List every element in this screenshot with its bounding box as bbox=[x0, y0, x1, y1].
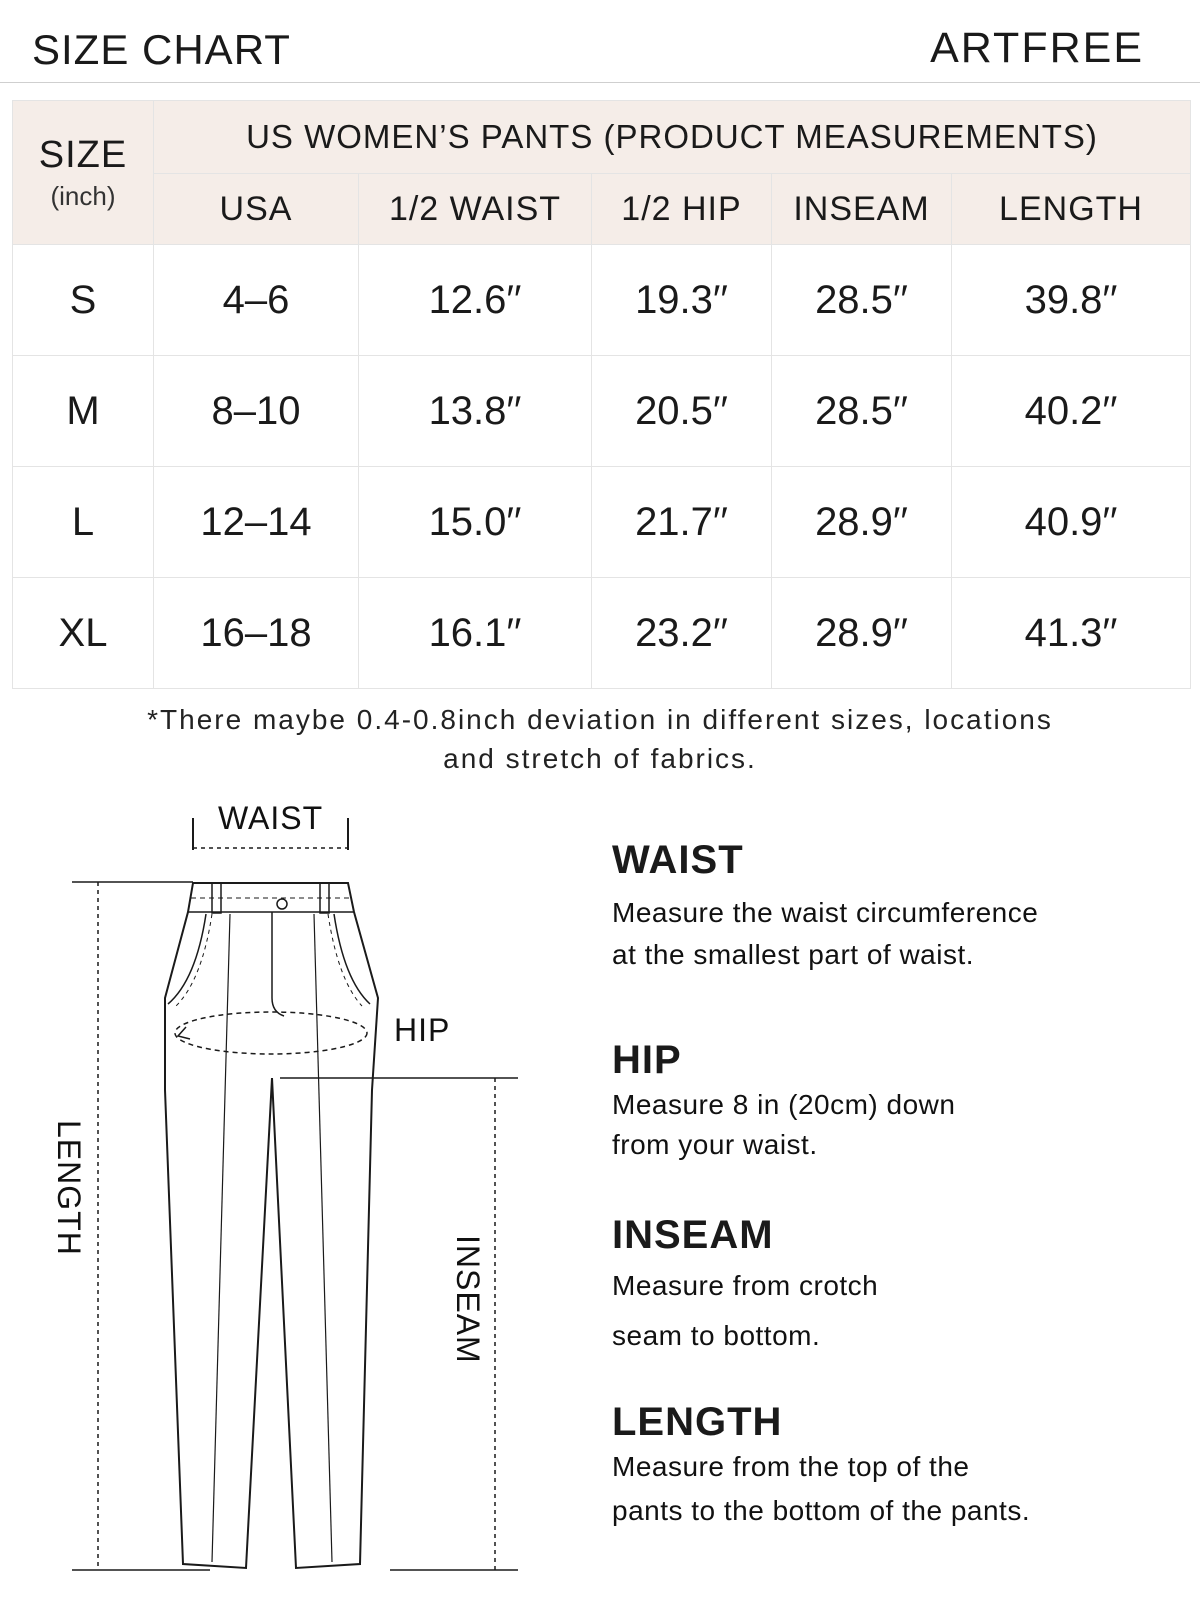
usa-cell: 12–14 bbox=[154, 467, 359, 578]
size-table-container bbox=[12, 100, 1190, 689]
inseam-label: INSEAM bbox=[450, 1235, 486, 1364]
inseam-text-line1: Measure from crotch bbox=[612, 1270, 879, 1301]
length-text-line1: Measure from the top of the bbox=[612, 1451, 970, 1482]
usa-cell: 16–18 bbox=[154, 578, 359, 689]
page-title: SIZE CHART bbox=[32, 26, 291, 73]
hip-heading: HIP bbox=[612, 1038, 682, 1082]
size-cell: XL bbox=[13, 578, 154, 689]
unit-label: (inch) bbox=[50, 180, 116, 211]
column-header-length: LENGTH bbox=[952, 174, 1191, 245]
length-cell: 39.8′′ bbox=[952, 245, 1191, 356]
page-header bbox=[0, 0, 1200, 83]
length-text-line2: pants to the bottom of the pants. bbox=[612, 1495, 1031, 1526]
column-header-inseam: INSEAM bbox=[772, 174, 952, 245]
length-label: LENGTH bbox=[51, 1120, 87, 1256]
column-header-usa: USA bbox=[154, 174, 359, 245]
group-header: US WOMEN’S PANTS (PRODUCT MEASUREMENTS) bbox=[154, 101, 1191, 174]
length-cell: 41.3′′ bbox=[952, 578, 1191, 689]
table-row bbox=[13, 578, 1191, 689]
waist-text-line2: at the smallest part of waist. bbox=[612, 939, 975, 970]
half-hip-cell: 20.5′′ bbox=[592, 356, 772, 467]
half-waist-cell: 12.6′′ bbox=[359, 245, 592, 356]
half-hip-cell: 19.3′′ bbox=[592, 245, 772, 356]
deviation-note-line2: and stretch of fabrics. bbox=[443, 743, 757, 774]
waist-text-line1: Measure the waist circumference bbox=[612, 897, 1039, 928]
inseam-text-line2: seam to bottom. bbox=[612, 1320, 821, 1351]
waist-heading: WAIST bbox=[612, 838, 744, 882]
size-label: SIZE bbox=[38, 133, 128, 176]
brand-name: ARTFREE bbox=[930, 24, 1144, 72]
size-cell: S bbox=[13, 245, 154, 356]
inseam-cell: 28.5′′ bbox=[772, 245, 952, 356]
column-header-half-hip: 1/2 HIP bbox=[592, 174, 772, 245]
length-description bbox=[612, 1400, 1172, 1527]
hip-text-line2: from your waist. bbox=[612, 1129, 818, 1160]
size-cell: M bbox=[13, 356, 154, 467]
length-cell: 40.2′′ bbox=[952, 356, 1191, 467]
usa-cell: 8–10 bbox=[154, 356, 359, 467]
half-waist-cell: 16.1′′ bbox=[359, 578, 592, 689]
hip-text-line1: Measure 8 in (20cm) down bbox=[612, 1089, 956, 1120]
inseam-cell: 28.9′′ bbox=[772, 467, 952, 578]
length-heading: LENGTH bbox=[612, 1400, 783, 1444]
half-hip-cell: 21.7′′ bbox=[592, 467, 772, 578]
size-column-header bbox=[13, 101, 154, 245]
table-row bbox=[13, 356, 1191, 467]
length-cell: 40.9′′ bbox=[952, 467, 1191, 578]
table-row bbox=[13, 245, 1191, 356]
size-cell: L bbox=[13, 467, 154, 578]
waist-label: WAIST bbox=[218, 800, 324, 836]
size-table bbox=[12, 100, 1191, 689]
half-waist-cell: 15.0′′ bbox=[359, 467, 592, 578]
inseam-cell: 28.5′′ bbox=[772, 356, 952, 467]
inseam-description bbox=[612, 1213, 1172, 1352]
inseam-heading: INSEAM bbox=[612, 1213, 774, 1257]
deviation-note-line1: *There maybe 0.4-0.8inch deviation in different sizes, locations bbox=[147, 704, 1053, 735]
hip-description bbox=[612, 1038, 1172, 1161]
half-waist-cell: 13.8′′ bbox=[359, 356, 592, 467]
half-hip-cell: 23.2′′ bbox=[592, 578, 772, 689]
waist-description bbox=[612, 838, 1172, 971]
column-header-half-waist: 1/2 WAIST bbox=[359, 174, 592, 245]
inseam-cell: 28.9′′ bbox=[772, 578, 952, 689]
hip-label: HIP bbox=[394, 1012, 451, 1048]
deviation-note bbox=[60, 700, 1140, 778]
table-row bbox=[13, 467, 1191, 578]
usa-cell: 4–6 bbox=[154, 245, 359, 356]
